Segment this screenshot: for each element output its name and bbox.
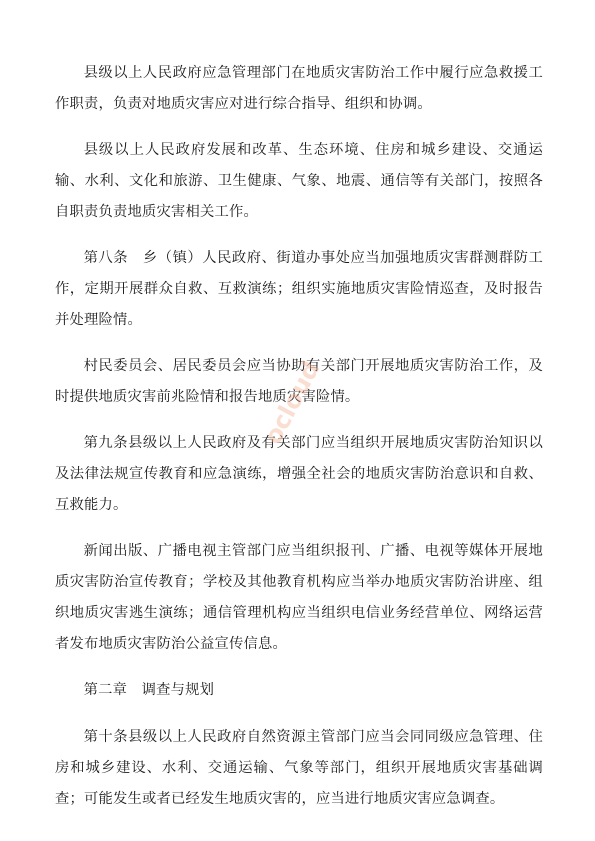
document-body <box>55 58 543 830</box>
paragraph-article-9: 第九条县级以上人民政府及有关部门应当组织开展地质灾害防治知识以及法律法规宣传教育和应急演练，增强全社会的地质灾害防治意识和自救、互救能力。 <box>55 435 543 513</box>
paragraph-media-publicity: 新闻出版、广播电视主管部门应当组织报刊、广播、电视等媒体开展地质灾害防治宣传教育；学校及其他教育机构应当举办地质灾害防治讲座、组织地质灾害逃生演练；通信管理机构应当组织电信业务经营单位、网络运营者发布地质灾害防治公益宣传信息。 <box>55 543 543 652</box>
paragraph-emergency-management-duties: 县级以上人民政府应急管理部门在地质灾害防治工作中履行应急救援工作职责，负责对地质灾害应对进行综合指导、组织和协调。 <box>55 65 543 112</box>
paragraph-related-departments: 县级以上人民政府发展和改革、生态环境、住房和城乡建设、交通运输、水利、文化和旅游、卫生健康、气象、地震、通信等有关部门，按照各自职责负责地质灾害相关工作。 <box>55 142 543 220</box>
watermark-text: ocloud <box>258 356 326 449</box>
paragraph-article-10: 第十条县级以上人民政府自然资源主管部门应当会同同级应急管理、住房和城乡建设、水利、交通运输、气象等部门，组织开展地质灾害基础调查；可能发生或者已经发生地质灾害的，应当进行地质灾害应急调查。 <box>55 729 543 807</box>
chapter-heading: 第二章 调查与规划 <box>83 682 215 698</box>
paragraph-article-8: 第八条 乡（镇）人民政府、街道办事处应当加强地质灾害群测群防工作，定期开展群众自救、互救演练；组织实施地质灾害险情巡查，及时报告并处理险情。 <box>55 250 543 328</box>
paragraph-village-committees: 村民委员会、居民委员会应当协助有关部门开展地质灾害防治工作，及时提供地质灾害前兆险情和报告地质灾害险情。 <box>55 358 543 405</box>
